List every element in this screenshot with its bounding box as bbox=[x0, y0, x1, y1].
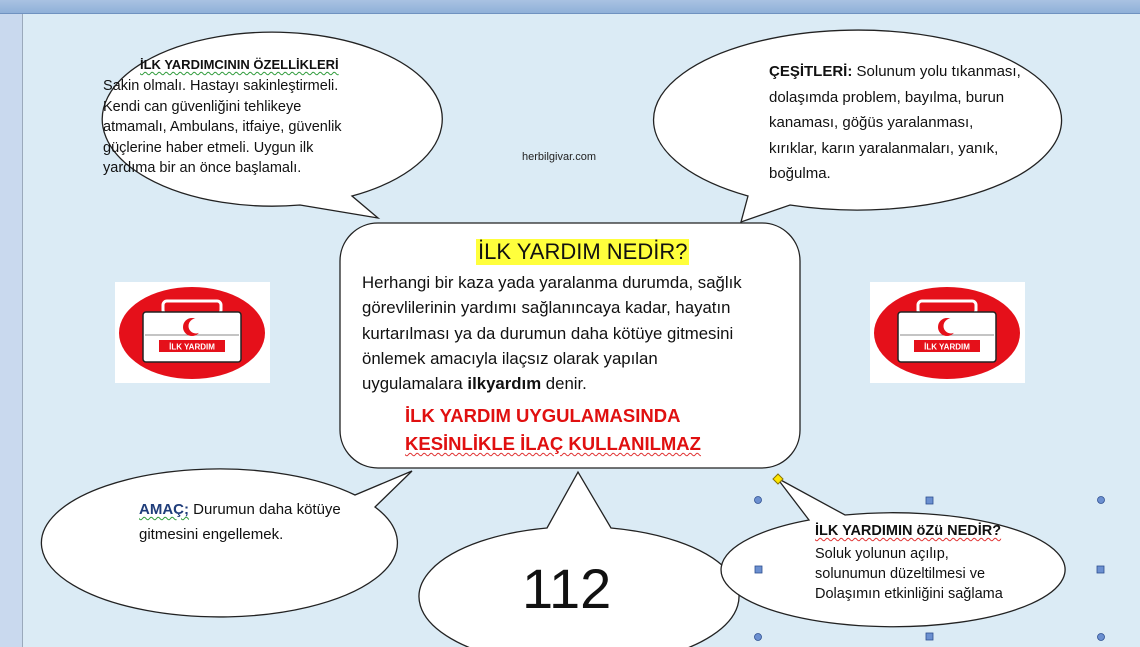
top-left-title: İLK YARDIMCININ ÖZELLİKLERİ bbox=[140, 57, 339, 72]
bottom-left-text bbox=[139, 497, 399, 547]
first-aid-kit-left-image bbox=[115, 282, 270, 388]
top-right-line-5: boğulma. bbox=[769, 165, 831, 182]
top-left-line-1: Sakin olmalı. Hastayı sakinleştirmeli. bbox=[103, 78, 339, 94]
center-warning bbox=[405, 402, 745, 458]
kit-label-left: İLK YARDIM bbox=[169, 342, 215, 352]
center-line-4: önlemek amacıyla ilaçsız olarak yapılan bbox=[362, 348, 658, 368]
bottom-right-line-2: solunumun düzeltilmesi ve bbox=[815, 566, 986, 582]
kit-label-right: İLK YARDIM bbox=[924, 342, 970, 352]
top-right-line-1: Solunum yolu tıkanması, bbox=[852, 63, 1021, 80]
bottom-right-line-3: Dolaşımın etkinliğini sağlama bbox=[815, 586, 1003, 602]
center-warning-line-2: KESİNLİKLE İLAÇ KULLANILMAZ bbox=[405, 433, 701, 454]
top-right-line-4: kırıklar, karın yaralanmaları, yanık, bbox=[769, 139, 999, 157]
top-right-text bbox=[769, 59, 1049, 187]
top-left-line-5: yardıma bir an önce başlamalı. bbox=[103, 160, 302, 176]
center-line-5a: uygulamalara bbox=[362, 374, 468, 394]
center-line-1: Herhangi bir kaza yada yaralanma durumda, sağlık bbox=[362, 273, 742, 292]
top-right-line-2: dolaşımda problem, bayılma, burun bbox=[769, 88, 1005, 106]
center-line-5b: ilkyardım bbox=[467, 374, 542, 394]
top-right-label: ÇEŞİTLERİ: bbox=[769, 63, 853, 80]
center-line-5c: denir. bbox=[541, 374, 587, 394]
top-left-line-4: güçlerine haber etmeli. Uygun ilk bbox=[103, 139, 314, 156]
center-text bbox=[362, 270, 782, 396]
bottom-right-title: İLK YARDIMIN öZü NEDİR? bbox=[815, 523, 1002, 539]
bottom-right-text bbox=[815, 544, 1075, 604]
bottom-right-line-1: Soluk yolunun açılıp, bbox=[815, 546, 949, 562]
watermark: herbilgivar.com bbox=[522, 151, 596, 163]
center-line-3: kurtarılması ya da durumun daha kötüye gitmesini bbox=[362, 323, 734, 343]
bottom-left-line-2: gitmesini engellemek. bbox=[139, 526, 284, 543]
top-left-line-2: Kendi can güvenliğini tehlikeye bbox=[103, 98, 302, 115]
center-warning-line-1: İLK YARDIM UYGULAMASINDA bbox=[405, 405, 681, 426]
top-left-text bbox=[103, 76, 388, 179]
top-left-line-3: atmamalı, Ambulans, itfaiye, güvenlik bbox=[103, 119, 342, 135]
center-title: İLK YARDIM NEDİR? bbox=[478, 239, 688, 264]
bottom-left-label: AMAÇ; bbox=[139, 501, 189, 518]
first-aid-kit-right-image bbox=[870, 282, 1025, 388]
center-line-2: görevlilerinin yardımı sağlanıncaya kadar, hayatın bbox=[362, 298, 731, 318]
emergency-number: 112 bbox=[522, 557, 612, 620]
top-right-line-3: kanaması, göğüs yaralanması, bbox=[769, 114, 974, 131]
bottom-left-line-1: Durumun daha kötüye bbox=[189, 501, 341, 518]
